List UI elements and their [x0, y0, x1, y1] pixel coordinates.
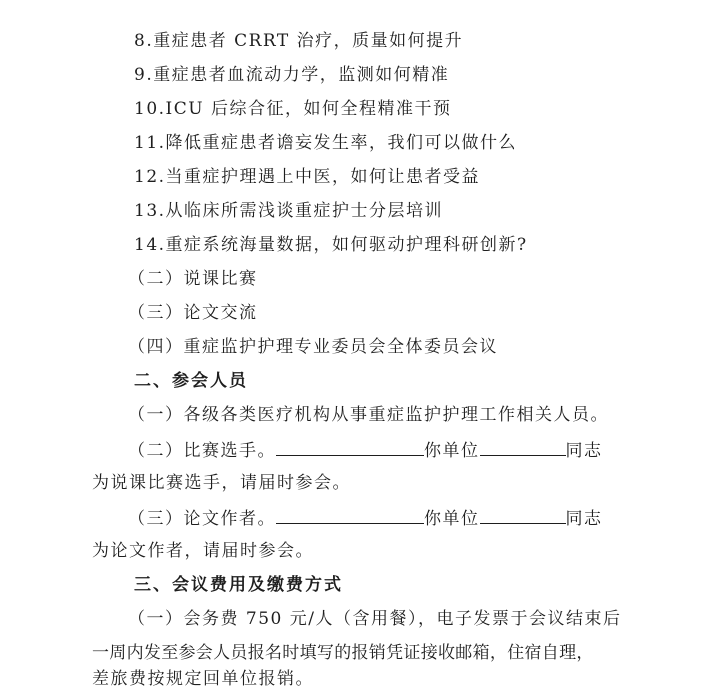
- list-item: 13.从临床所需浅谈重症护士分层培训: [134, 201, 444, 221]
- list-item: 10.ICU 后综合征，如何全程精准干预: [134, 99, 452, 119]
- paragraph-with-blanks: [128, 506, 603, 530]
- paragraph: （一）各级各类医疗机构从事重症监护护理工作相关人员。: [128, 405, 609, 425]
- section-title: 二、参会人员: [134, 371, 248, 391]
- paragraph-text: （二）比赛选手。: [128, 441, 276, 461]
- paragraph-continuation: 差旅费按规定回单位报销。: [92, 669, 314, 689]
- paragraph-text: 同志: [565, 509, 603, 529]
- paragraph-text: 你单位: [424, 509, 480, 529]
- paragraph-text: 你单位: [424, 441, 480, 461]
- subsection-heading: （二）说课比赛: [128, 269, 258, 289]
- fill-in-blank: [276, 438, 424, 456]
- fill-in-blank: [480, 438, 566, 456]
- list-item: 9.重症患者血流动力学，监测如何精准: [134, 65, 450, 85]
- fill-in-blank: [276, 506, 424, 524]
- subsection-heading: （四）重症监护护理专业委员会全体委员会议: [128, 337, 498, 357]
- list-item: 11.降低重症患者谵妄发生率，我们可以做什么: [134, 133, 518, 153]
- paragraph: （一）会务费 750 元/人（含用餐），电子发票于会议结束后: [128, 609, 622, 629]
- subsection-heading: （三）论文交流: [128, 303, 258, 323]
- fill-in-blank: [480, 506, 566, 524]
- paragraph-continuation: 一周内发至参会人员报名时填写的报销凭证接收邮箱，住宿自理，: [92, 643, 594, 663]
- paragraph-text: 同志: [565, 441, 603, 461]
- list-item: 8.重症患者 CRRT 治疗，质量如何提升: [134, 31, 464, 51]
- paragraph-with-blanks: [128, 438, 603, 462]
- paragraph-text: （三）论文作者。: [128, 509, 276, 529]
- list-item: 12.当重症护理遇上中医，如何让患者受益: [134, 167, 481, 187]
- paragraph-continuation: 为论文作者，请届时参会。: [92, 541, 314, 561]
- paragraph-continuation: 为说课比赛选手，请届时参会。: [92, 473, 351, 493]
- section-title: 三、会议费用及缴费方式: [134, 575, 343, 595]
- list-item: 14.重症系统海量数据，如何驱动护理科研创新?: [134, 235, 528, 255]
